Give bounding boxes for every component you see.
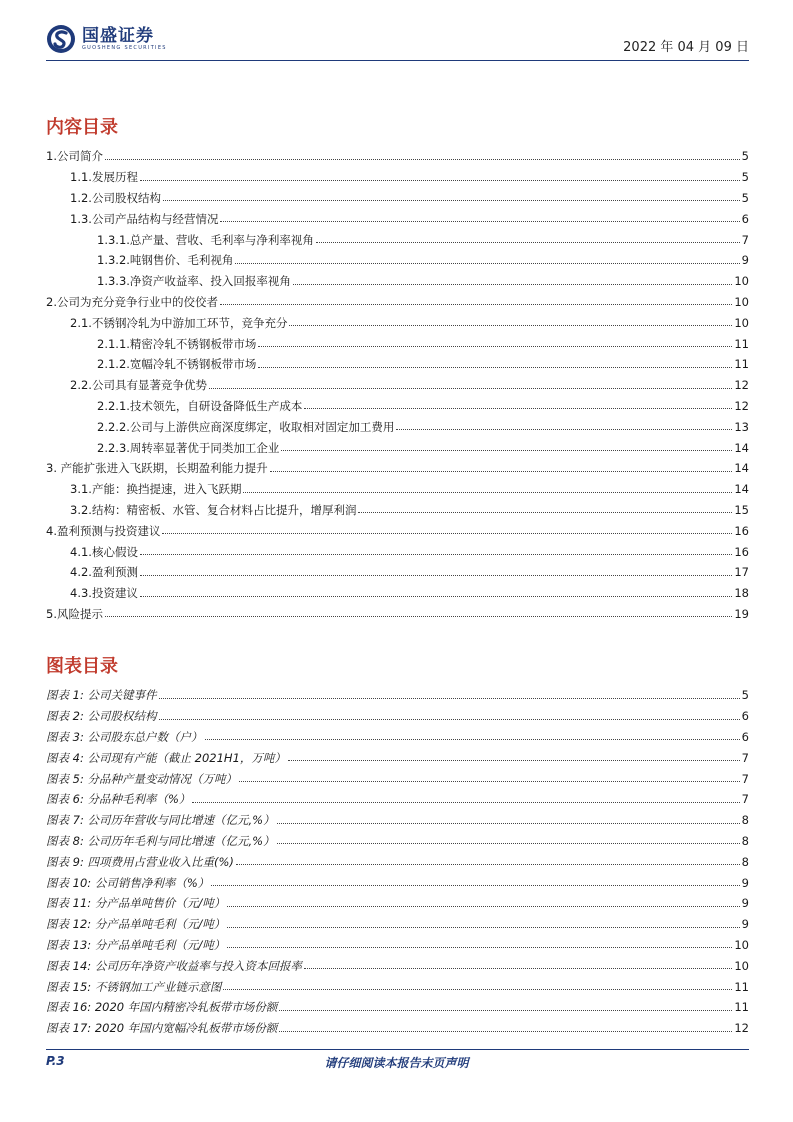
leader-dots [163,200,740,201]
leader-dots [288,760,740,761]
brand-logo-icon [46,24,76,54]
toc-entry[interactable] [46,479,749,500]
toc-entry[interactable] [46,229,749,250]
figure-entry-page: 8 [741,854,749,869]
figure-entry-text: 图表 4: 公司现有产能（截止 2021H1，万吨） [46,750,286,765]
figure-entry[interactable] [46,872,749,893]
toc-entry-page: 16 [734,544,749,559]
leader-dots [140,575,732,576]
leader-dots [270,471,733,472]
toc-entry-page: 11 [734,357,749,372]
toc-entry[interactable] [46,458,749,479]
toc-entry-page: 11 [734,336,749,351]
figure-entry-page: 7 [741,750,749,765]
toc-entry-page: 5 [741,190,749,205]
toc-list [46,146,749,624]
brand-logo [46,24,167,54]
leader-dots [304,968,733,969]
figure-entry-text: 图表 7: 公司历年营收与同比增速（亿元,%） [46,813,275,828]
figure-entry-text: 图表 11: 分产品单吨售价（元/吨） [46,896,226,911]
figure-entry[interactable] [46,768,749,789]
figure-entry-page: 6 [741,709,749,724]
leader-dots [279,1010,732,1011]
leader-dots [277,823,740,824]
leader-dots [289,325,732,326]
figure-entry[interactable] [46,935,749,956]
figure-entry-text: 图表 3: 公司股东总户数（户） [46,729,203,744]
toc-entry[interactable] [46,292,749,313]
toc-entry-page: 12 [734,378,749,393]
toc-entry[interactable] [46,271,749,292]
toc-entry-text: 4.3.投资建议 [70,586,138,601]
figure-entry-page: 9 [741,896,749,911]
figure-list [46,685,749,1039]
toc-entry[interactable] [46,333,749,354]
toc-entry-text: 2.1.1.精密冷轧不锈钢板带市场 [97,336,257,351]
figure-entry-page: 5 [741,688,749,703]
toc-entry[interactable] [46,437,749,458]
page-header [46,24,749,62]
toc-entry[interactable] [46,146,749,167]
toc-entry-text: 2.2.公司具有显著竞争优势 [70,378,207,393]
brand-name: 国盛证券 [82,25,154,46]
page-number: P.3 [46,1054,65,1068]
figure-entry[interactable] [46,893,749,914]
figure-entry[interactable] [46,914,749,935]
toc-entry[interactable] [46,188,749,209]
leader-dots [192,802,739,803]
leader-dots [243,492,732,493]
toc-entry-text: 2.1.2.宽幅冷轧不锈钢板带市场 [97,357,257,372]
figure-entry[interactable] [46,747,749,768]
leader-dots [223,989,732,990]
toc-entry-page: 7 [741,232,749,247]
toc-entry-page: 10 [734,274,749,289]
toc-entry[interactable] [46,208,749,229]
toc-entry[interactable] [46,312,749,333]
leader-dots [105,159,740,160]
toc-entry-text: 3.2.结构：精密板、水管、复合材料占比提升，增厚利润 [70,502,357,517]
figure-entry-text: 图表 15: 不锈钢加工产业链示意图 [46,979,222,994]
figure-entry-text: 图表 12: 分产品单吨毛利（元/吨） [46,917,226,932]
toc-entry-text: 5.风险提示 [46,606,103,621]
figure-entry[interactable] [46,727,749,748]
toc-entry[interactable] [46,250,749,271]
leader-dots [205,739,740,740]
figure-entry[interactable] [46,810,749,831]
figure-entry[interactable] [46,789,749,810]
toc-entry-text: 2.2.3.周转率显著优于同类加工企业 [97,440,280,455]
figure-entry-page: 10 [734,958,749,973]
figure-entry[interactable] [46,685,749,706]
figure-entry-text: 图表 8: 公司历年毛利与同比增速（亿元,%） [46,833,275,848]
leader-dots [209,388,732,389]
header-divider [46,60,749,61]
toc-entry-text: 2.2.1.技术领先，自研设备降低生产成本 [97,398,303,413]
leader-dots [277,843,740,844]
figure-entry-text: 图表 17: 2020 年国内宽幅冷轧板带市场份额 [46,1021,278,1036]
toc-entry-text: 2.公司为充分竞争行业中的佼佼者 [46,294,218,309]
leader-dots [227,947,732,948]
toc-entry-text: 1.2.公司股权结构 [70,190,161,205]
toc-entry-page: 13 [734,419,749,434]
figure-entry[interactable] [46,706,749,727]
toc-entry-text: 2.2.2.公司与上游供应商深度绑定，收取相对固定加工费用 [97,419,395,434]
toc-entry-page: 5 [741,170,749,185]
toc-entry-text: 1.3.2.吨钢售价、毛利视角 [97,253,234,268]
toc-entry-text: 1.3.公司产品结构与经营情况 [70,211,219,226]
toc-entry[interactable] [46,416,749,437]
figure-entry-text: 图表 9: 四项费用占营业收入比重(%) [46,854,234,869]
figure-entry-text: 图表 5: 分品种产量变动情况（万吨） [46,771,238,786]
toc-entry-page: 10 [734,294,749,309]
toc-entry-page: 6 [741,211,749,226]
leader-dots [235,263,739,264]
leader-dots [258,367,732,368]
toc-entry-page: 17 [734,565,749,580]
leader-dots [140,554,732,555]
figure-entry-text: 图表 14: 公司历年净资产收益率与投入资本回报率 [46,958,302,973]
leader-dots [159,698,740,699]
leader-dots [211,885,739,886]
leader-dots [258,346,732,347]
figure-entry-page: 11 [734,979,749,994]
figure-entry[interactable] [46,851,749,872]
toc-entry-page: 19 [734,606,749,621]
brand-name-en: GUOSHENG SECURITIES [82,44,167,51]
toc-entry-page: 16 [734,523,749,538]
leader-dots [140,596,732,597]
figure-entry-page: 7 [741,792,749,807]
toc-entry[interactable] [46,375,749,396]
leader-dots [140,180,740,181]
toc-entry[interactable] [46,583,749,604]
figure-entry[interactable] [46,976,749,997]
figure-entry-page: 8 [741,833,749,848]
figure-entry-page: 8 [741,813,749,828]
leader-dots [159,719,740,720]
toc-entry-page: 14 [734,440,749,455]
leader-dots [293,284,732,285]
figure-entry-text: 图表 13: 分产品单吨毛利（元/吨） [46,937,226,952]
figure-entry-page: 6 [741,729,749,744]
leader-dots [279,1031,732,1032]
figure-entry-page: 9 [741,875,749,890]
figure-entry[interactable] [46,831,749,852]
figure-entry[interactable] [46,997,749,1018]
toc-entry-text: 3. 产能扩张进入飞跃期，长期盈利能力提升 [46,461,268,476]
disclaimer-note: 请仔细阅读本报告末页声明 [324,1056,469,1070]
leader-dots [396,429,732,430]
leader-dots [358,512,732,513]
figure-entry[interactable] [46,955,749,976]
leader-dots [236,864,740,865]
toc-entry[interactable] [46,354,749,375]
figure-entry-text: 图表 16: 2020 年国内精密冷轧板带市场份额 [46,1000,278,1015]
leader-dots [227,906,739,907]
figure-entry-page: 12 [734,1021,749,1036]
leader-dots [220,221,739,222]
toc-entry[interactable] [46,562,749,583]
toc-entry-page: 18 [734,586,749,601]
toc-entry-text: 1.1.发展历程 [70,170,138,185]
toc-entry-text: 4.2.盈利预测 [70,565,138,580]
figure-entry[interactable] [46,1018,749,1039]
figure-entry-page: 10 [734,937,749,952]
figure-entry-page: 9 [741,917,749,932]
leader-dots [281,450,732,451]
leader-dots [220,304,732,305]
toc-entry[interactable] [46,396,749,417]
report-date: 2022 年 04 月 09 日 [623,40,749,55]
leader-dots [162,533,732,534]
toc-entry-text: 1.3.3.净资产收益率、投入回报率视角 [97,274,291,289]
toc-entry-page: 5 [741,149,749,164]
leader-dots [227,927,739,928]
toc-entry-text: 1.公司简介 [46,149,103,164]
leader-dots [105,616,732,617]
toc-entry-text: 3.1.产能：换挡提速，进入飞跃期 [70,482,242,497]
toc-entry[interactable] [46,604,749,625]
toc-entry[interactable] [46,500,749,521]
figure-entry-text: 图表 1: 公司关键事件 [46,688,157,703]
figure-entry-text: 图表 10: 公司销售净利率（%） [46,875,210,890]
figure-entry-text: 图表 6: 分品种毛利率（%） [46,792,191,807]
toc-entry-text: 1.3.1.总产量、营收、毛利率与净利率视角 [97,232,314,247]
toc-entry-page: 10 [734,315,749,330]
toc-entry-page: 15 [734,502,749,517]
toc-entry-page: 12 [734,398,749,413]
figure-entry-text: 图表 2: 公司股权结构 [46,709,157,724]
toc-entry-page: 9 [741,253,749,268]
leader-dots [316,242,740,243]
toc-entry[interactable] [46,520,749,541]
footer-divider [46,1049,749,1050]
toc-title: 内容目录 [46,117,118,138]
toc-entry-text: 4.盈利预测与投资建议 [46,523,161,538]
toc-entry-page: 14 [734,482,749,497]
toc-entry[interactable] [46,541,749,562]
figure-entry-page: 7 [741,771,749,786]
leader-dots [239,781,740,782]
toc-entry-text: 4.1.核心假设 [70,544,138,559]
toc-entry-text: 2.1.不锈钢冷轧为中游加工环节，竞争充分 [70,315,288,330]
figure-entry-page: 11 [734,1000,749,1015]
toc-entry[interactable] [46,167,749,188]
toc-entry-page: 14 [734,461,749,476]
figure-list-title: 图表目录 [46,656,118,677]
leader-dots [304,408,732,409]
